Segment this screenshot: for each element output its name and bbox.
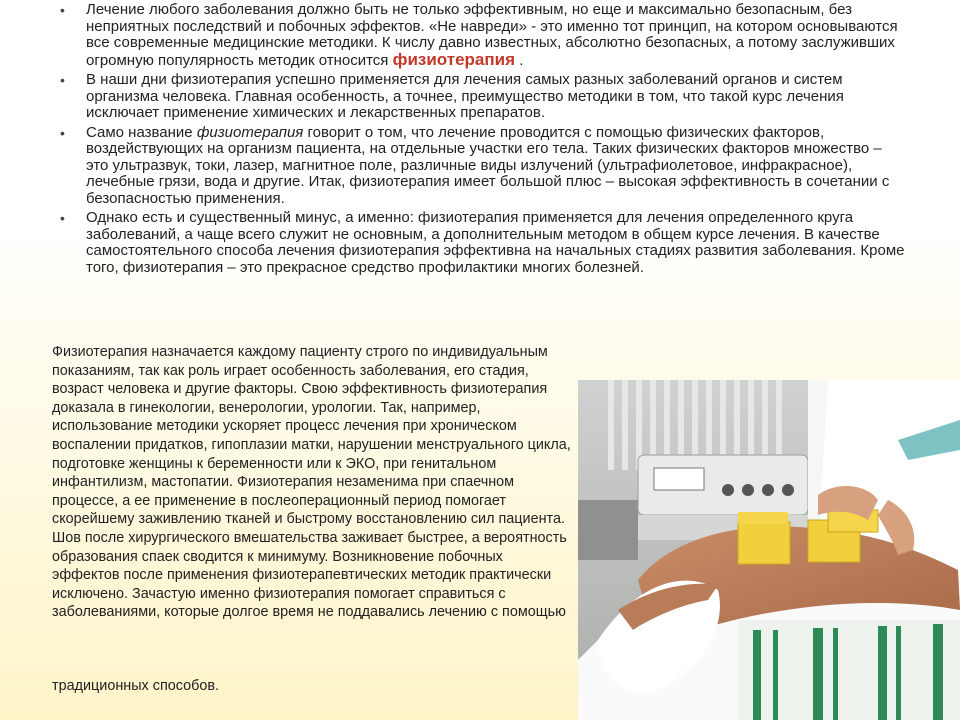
italic-term: физиотерапия — [196, 123, 304, 141]
bullet-text: говорит о том, что лечение проводится с помощью физических факторов, воздействующих на организм пациента, на отдельные участки его тела. Таких физических факторов множество – это ультразвук, токи, лазер, магнитное поле, различные виды излучений (ультрафиолетовое, инфракрасное), лечебные грязи, вода и другие. Итак, физиотерапия имеет большой плюс – высокая эффективность в сочетании с безопасностью применения. — [86, 123, 890, 207]
paragraph-end: традиционных способов. — [52, 678, 219, 694]
bullet-text: Однако есть и существенный минус, а именно: физиотерапия применяется для лечения определенного круга заболеваний, а чаще всего служит не основным, а дополнительным методом в общем курсе лечения. В качестве самостоятельного способа лечения физиотерапия эффективна на начальных стадиях развития заболевания. Кроме того, физиотерапия – это прекрасное средство профилактики многих болезней. — [86, 209, 905, 276]
bullet-item — [56, 2, 906, 69]
bullet-item — [56, 72, 906, 122]
bullet-text-end: . — [515, 51, 524, 69]
bullet-item — [56, 210, 906, 276]
highlight-term: физиотерапия — [392, 49, 516, 69]
bullet-list — [56, 2, 906, 279]
bullet-text-start: Само название — [86, 123, 197, 141]
bullet-text: В наши дни физиотерапия успешно применяется для лечения самых разных заболеваний органов и систем организма человека. Главная особенность, а точнее, преимущество методики в том, что такой курс лечения исключает применение химических и лекарственных препаратов. — [86, 71, 844, 121]
bullet-item — [56, 125, 906, 208]
bullet-text: Лечение любого заболевания должно быть не только эффективным, но еще и максимально безопасным, без неприятных последствий и побочных эффектов. «Не навреди» - это именно тот принцип, на котором основываются все современные медицинские методики. К числу давно известных, абсолютно безопасных, а потому заслуживших огромную популярность методик относится — [86, 1, 898, 69]
body-paragraph: Физиотерапия назначается каждому пациенту строго по индивидуальным показаниям, так как роль играет особенность заболевания, его стадия, возраст человека и другие факторы. Свою эффективность физиотерапия доказала в гинекологии, венерологии, урологии. Так, например, использование методики ускоряет процесс лечения при хроническом воспалении придатков, гипоплазии матки, нарушении менструального цикла, подготовке женщины к беременности или к ЭКО, при генитальном инфантилизм, мастопатии. Физиотерапия незаменима при спаечном процессе, а ее применение в послеоперационный период помогает скорейшему заживлению тканей и быстрому восстановлению сил пациента. Шов после хирургического вмешательства заживает быстрее, а вероятность образования спаек сводится к минимуму. Возникновение побочных эффектов после применения физиотерапевтических методик практически исключено. Зачастую именно физиотерапия помогает справиться с заболеваниями, которые долгое время не поддавались лечению с помощью — [52, 344, 571, 621]
physiotherapy-photo — [578, 380, 960, 720]
